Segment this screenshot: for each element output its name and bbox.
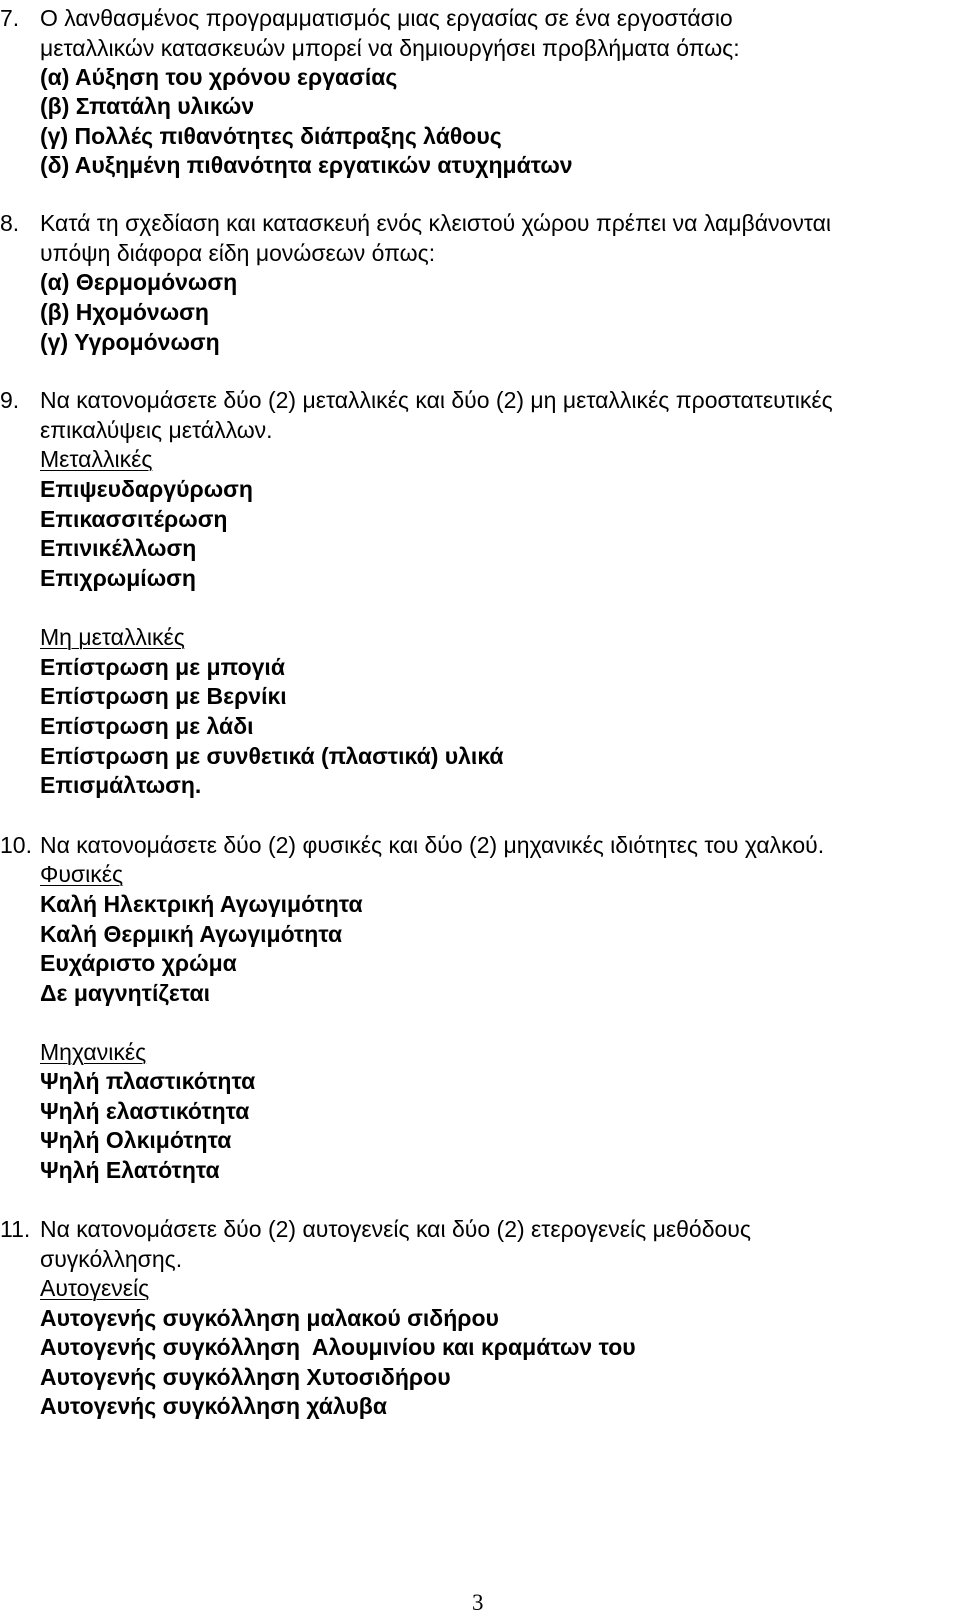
- q10-physical-item: Καλή Ηλεκτρική Αγωγιμότητα: [40, 891, 363, 917]
- q9-heading-nonmetallic: Μη μεταλλικές: [40, 624, 185, 650]
- q8-text-line2: υπόψη διάφορα είδη μονώσεων όπως:: [40, 240, 436, 266]
- q11-heading-autogenous: Αυτογενείς: [40, 1275, 150, 1301]
- q11-text-line2: συγκόλλησης.: [40, 1246, 183, 1272]
- q9-nonmetallic-item: Επίστρωση με συνθετικά (πλαστικά) υλικά: [40, 743, 504, 769]
- q11-autogenous-item: Αυτογενής συγκόλληση μαλακού σιδήρου: [40, 1305, 499, 1331]
- q10-text-line1: Να κατονομάσετε δύο (2) φυσικές και δύο (2) μηχανικές ιδιότητες του χαλκού.: [40, 832, 825, 858]
- q9-nonmetallic-item: Επίστρωση με Βερνίκι: [40, 683, 287, 709]
- q7-number: 7.: [0, 5, 20, 31]
- q10-physical-item: Ευχάριστο χρώμα: [40, 950, 237, 976]
- q11-number: 11.: [0, 1216, 31, 1242]
- q7-option-d: (δ) Αυξημένη πιθανότητα εργατικών ατυχημάτων: [40, 152, 573, 178]
- q9-metallic-item: Επιχρωμίωση: [40, 565, 196, 591]
- q10-heading-physical: Φυσικές: [40, 861, 124, 887]
- q10-mechanical-item: Ψηλή Ελατότητα: [40, 1157, 220, 1183]
- q10-physical-item: Δε μαγνητίζεται: [40, 980, 210, 1006]
- q8-option-b: (β) Ηχομόνωση: [40, 299, 209, 325]
- q9-nonmetallic-item: Επισμάλτωση.: [40, 772, 202, 798]
- q10-mechanical-item: Ψηλή πλαστικότητα: [40, 1068, 256, 1094]
- q9-nonmetallic-item: Επίστρωση με λάδι: [40, 713, 254, 739]
- q7-option-c: (γ) Πολλές πιθανότητες διάπραξης λάθους: [40, 123, 502, 149]
- q7-text-line1: Ο λανθασμένος προγραμματισμός μιας εργασίας σε ένα εργοστάσιο: [40, 5, 733, 31]
- q7-option-b: (β) Σπατάλη υλικών: [40, 93, 255, 119]
- q9-text-line1: Να κατονομάσετε δύο (2) μεταλλικές και δύο (2) μη μεταλλικές προστατευτικές: [40, 387, 833, 413]
- q11-autogenous-item: Αυτογενής συγκόλληση Αλουμινίου και κραμάτων του: [40, 1334, 636, 1360]
- q7-text-line2: μεταλλικών κατασκευών μπορεί να δημιουργήσει προβλήματα όπως:: [40, 35, 740, 61]
- q7-option-a: (α) Αύξηση του χρόνου εργασίας: [40, 64, 398, 90]
- q10-number: 10.: [0, 832, 32, 858]
- q9-metallic-item: Επιψευδαργύρωση: [40, 476, 253, 502]
- q10-physical-item: Καλή Θερμική Αγωγιμότητα: [40, 921, 343, 947]
- q8-text-line1: Κατά τη σχεδίαση και κατασκευή ενός κλειστού χώρου πρέπει να λαμβάνονται: [40, 210, 832, 236]
- q9-text-line2: επικαλύψεις μετάλλων.: [40, 417, 273, 443]
- q8-option-a: (α) Θερμομόνωση: [40, 269, 238, 295]
- q9-metallic-item: Επινικέλλωση: [40, 535, 197, 561]
- q8-option-c: (γ) Υγρομόνωση: [40, 329, 220, 355]
- q11-text-line1: Να κατονομάσετε δύο (2) αυτογενείς και δύο (2) ετερογενείς μεθόδους: [40, 1216, 751, 1242]
- page-number: 3: [472, 1590, 484, 1615]
- q11-autogenous-item: Αυτογενής συγκόλληση Χυτοσιδήρου: [40, 1364, 451, 1390]
- q9-heading-metallic: Μεταλλικές: [40, 446, 153, 472]
- q11-autogenous-item: Αυτογενής συγκόλληση χάλυβα: [40, 1393, 387, 1419]
- q10-heading-mechanical: Μηχανικές: [40, 1039, 147, 1065]
- q10-mechanical-item: Ψηλή ελαστικότητα: [40, 1098, 250, 1124]
- q9-metallic-item: Επικασσιτέρωση: [40, 506, 228, 532]
- q9-number: 9.: [0, 387, 20, 413]
- q8-number: 8.: [0, 210, 20, 236]
- q10-mechanical-item: Ψηλή Ολκιμότητα: [40, 1127, 232, 1153]
- q9-nonmetallic-item: Επίστρωση με μπογιά: [40, 654, 285, 680]
